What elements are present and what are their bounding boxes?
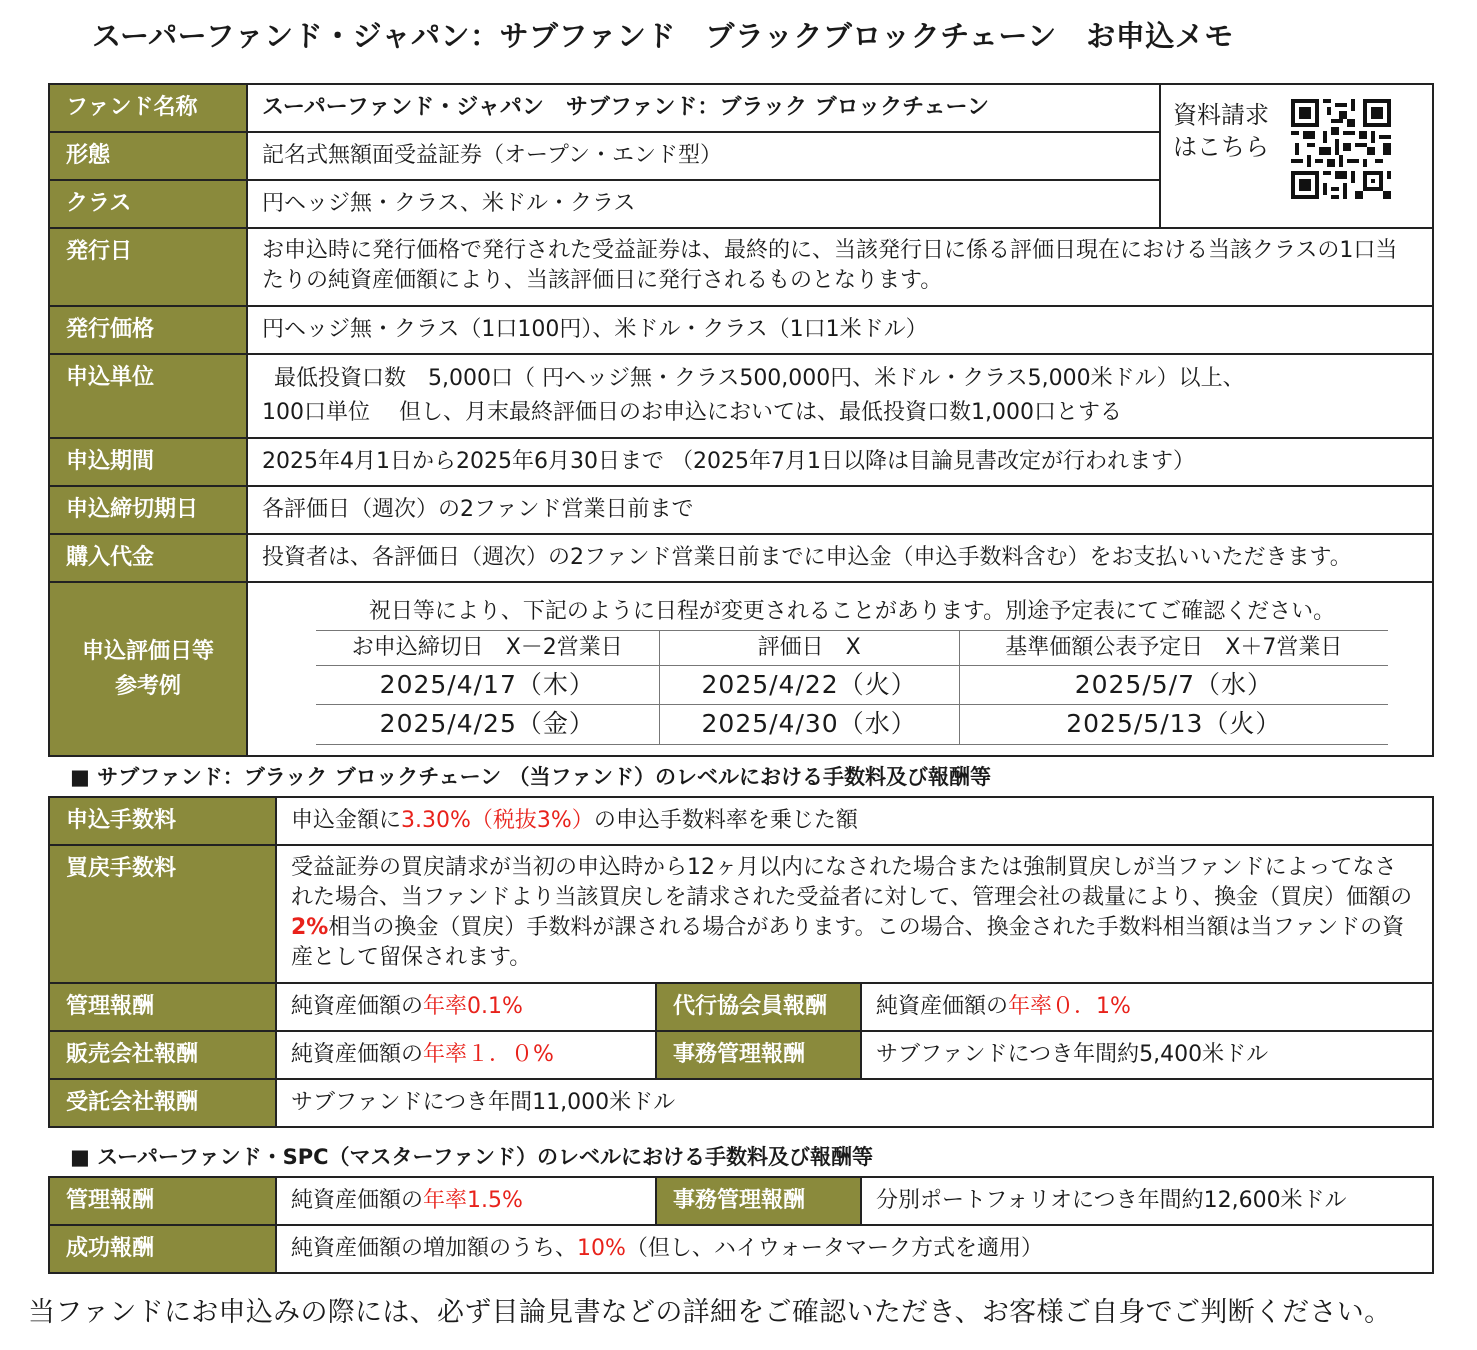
master-management-fee-label: 管理報酬 [49,1177,276,1225]
management-fee-rate: 年率0.1% [423,994,523,1019]
performance-fee-label: 成功報酬 [49,1225,276,1273]
unit-line1: 最低投資口数 5,000口（ 円ヘッジ無・クラス500,000円、米ドル・クラス5,000米ドル）以上、 [274,366,1245,391]
schedule-label-line2: 参考例 [114,674,181,700]
distributor-fee-value: 純資産価額の年率１．０% [276,1031,656,1079]
schedule-cell-publication: 2025/5/7（水） [959,665,1388,705]
form-label: 形態 [49,132,247,180]
fund-name-label: ファンド名称 [49,84,247,132]
agent-fee-value: 純資産価額の年率０．1% [861,983,1433,1031]
footer-disclaimer: 当ファンドにお申込みの際には、必ず目論見書などの詳細をご確認いただき、お客様ご自身でご判断ください。 [28,1297,1392,1328]
master-admin-fee-value: 分別ポートフォリオにつき年間約12,600米ドル [861,1177,1433,1225]
unit-label: 申込単位 [49,354,247,438]
schedule-cell-deadline: 2025/4/25（金） [316,705,659,745]
issue-date-value: お申込時に発行価格で発行された受益証券は、最終的に、当該発行日に係る評価日現在における当該クラスの1口当たりの純資産価額により、当該評価日に発行されるものとなります。 [247,228,1433,306]
issue-date-label: 発行日 [49,228,247,306]
schedule-header: 評価日 X [659,630,959,665]
deadline-label: 申込締切期日 [49,486,247,534]
qr-code-icon[interactable] [1291,99,1391,199]
master-fees-table [48,1176,1434,1274]
agent-fee-rate: 年率０．1% [1008,994,1131,1019]
trustee-fee-label: 受託会社報酬 [49,1079,276,1127]
subscription-fee-label: 申込手数料 [49,797,276,845]
subscription-fee-value: 申込金額に3.30%（税抜3%）の申込手数料率を乗じた額 [276,797,1433,845]
redemption-fee-value: 受益証券の買戻請求が当初の申込時から12ヶ月以内になされた場合または強制買戻しが当ファンドによってなされた場合、当ファンドより当該買戻しを請求された受益者に対して、管理会社の裁量により、換金（買戻）価額の2%相当の換金（買戻）手数料が課される場合があります。この場合、換金された手数料相当額は当ファンドの資産として留保されます。 [276,845,1433,983]
sub-fees-table [48,796,1434,1128]
master-management-fee-value: 純資産価額の年率1.5% [276,1177,656,1225]
master-fees-heading: ■ スーパーファンド・SPC（マスターファンド）のレベルにおける手数料及び報酬等 [70,1145,874,1169]
period-label: 申込期間 [49,438,247,486]
class-label: クラス [49,180,247,228]
page-title: スーパーファンド・ジャパン：サブファンド ブラックブロックチェーン お申込メモ [92,19,1234,53]
fund-name-value: スーパーファンド・ジャパン サブファンド：ブラック ブロックチェーン [247,84,1160,132]
schedule-cell [247,582,1433,756]
unit-line2: 100口単位 但し、月末最終評価日のお申込においては、最低投資口数1,000口とする [262,400,1122,426]
deadline-value: 各評価日（週次）の2ファンド営業日前まで [247,486,1433,534]
schedule-note: 祝日等により、下記のように日程が変更されることがあります。別途予定表にてご確認ください。 [316,595,1388,630]
schedule-label [49,582,247,756]
payment-label: 購入代金 [49,534,247,582]
schedule-cell-publication: 2025/5/13（火） [959,705,1388,745]
payment-value: 投資者は、各評価日（週次）の2ファンド営業日前までに申込金（申込手数料含む）をお支払いいただきます。 [247,534,1433,582]
schedule-row [316,705,1388,745]
master-admin-fee-label: 事務管理報酬 [656,1177,861,1225]
schedule-label-line1: 申込評価日等 [81,638,214,664]
issue-price-value: 円ヘッジ無・クラス（1口100円）、米ドル・クラス（1口1米ドル） [247,306,1433,354]
subscription-fee-rate: 3.30%（税抜3%） [401,808,594,833]
qr-text-line1: 資料請求 [1173,101,1269,129]
distributor-fee-rate: 年率１．０% [423,1042,554,1067]
management-fee-value: 純資産価額の年率0.1% [276,983,656,1031]
qr-request-cell[interactable] [1160,84,1433,228]
schedule-cell-deadline: 2025/4/17（木） [316,665,659,705]
schedule-header: お申込締切日 X－2営業日 [316,630,659,665]
qr-text-line2: はこちら [1173,133,1269,162]
unit-value [247,354,1433,438]
redemption-fee-rate: 2% [291,914,329,940]
schedule-header: 基準価額公表予定日 X＋7営業日 [959,630,1388,665]
trustee-fee-value: サブファンドにつき年間11,000米ドル [276,1079,1433,1127]
admin-fee-label: 事務管理報酬 [656,1031,861,1079]
performance-fee-rate: 10% [577,1236,626,1261]
sub-fees-heading: ■ サブファンド：ブラック ブロックチェーン （当ファンド）のレベルにおける手数料及び報酬等 [70,765,992,789]
form-value: 記名式無額面受益証券（オープン・エンド型） [247,132,1160,180]
management-fee-label: 管理報酬 [49,983,276,1031]
master-management-fee-rate: 年率1.5% [423,1188,523,1213]
admin-fee-value: サブファンドにつき年間約5,400米ドル [861,1031,1433,1079]
performance-fee-value: 純資産価額の増加額のうち、10%（但し、ハイウォータマーク方式を適用） [276,1225,1433,1273]
schedule-table [316,595,1388,745]
distributor-fee-label: 販売会社報酬 [49,1031,276,1079]
overview-table [48,83,1434,757]
period-value: 2025年4月1日から2025年6月30日まで （2025年7月1日以降は目論見書改定が行われます） [247,438,1433,486]
class-value: 円ヘッジ無・クラス、米ドル・クラス [247,180,1160,228]
schedule-row [316,665,1388,705]
issue-price-label: 発行価格 [49,306,247,354]
schedule-cell-valuation: 2025/4/22（火） [659,665,959,705]
redemption-fee-label: 買戻手数料 [49,845,276,983]
schedule-cell-valuation: 2025/4/30（水） [659,705,959,745]
agent-fee-label: 代行協会員報酬 [656,983,861,1031]
